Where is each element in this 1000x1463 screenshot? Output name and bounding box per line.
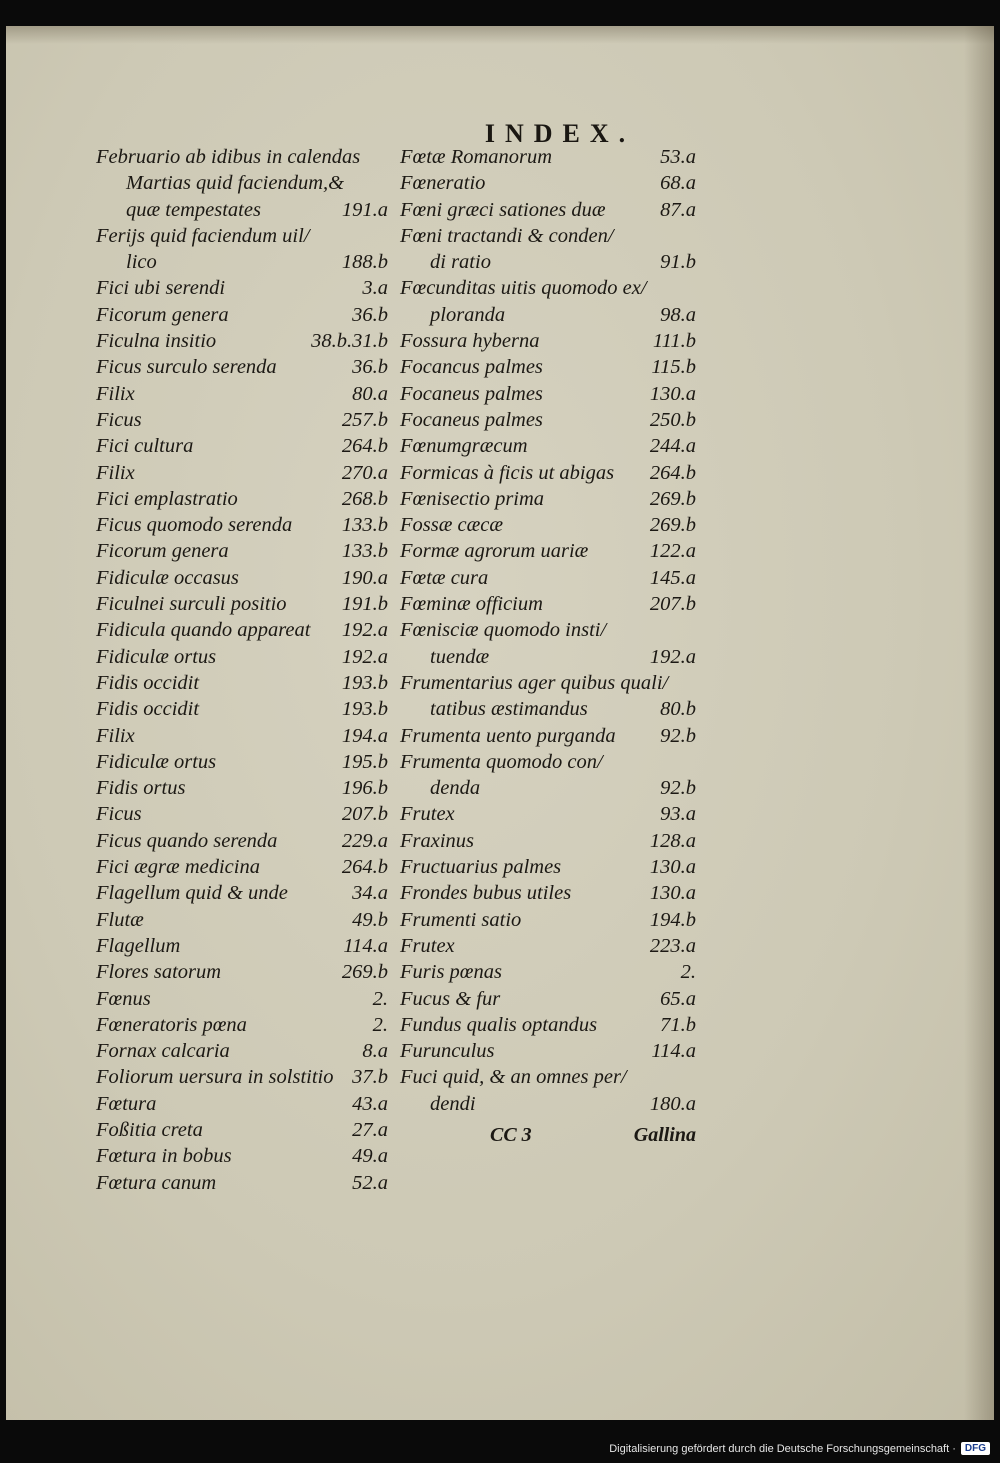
entry-reference: 91.b [660, 251, 696, 274]
entry-reference: 27.a [352, 1118, 388, 1141]
index-entry [400, 170, 696, 196]
entry-text: Fidicula quando appareat [96, 619, 311, 642]
entry-text: Fœminæ officium [400, 593, 543, 616]
entry-text: Fidiculæ ortus [96, 750, 217, 773]
index-entry-continuation [400, 696, 696, 722]
index-entry [400, 801, 696, 827]
entry-reference: 269.b [649, 487, 696, 510]
entry-reference: 3.a [362, 277, 388, 300]
entry-text: Flutæ [96, 908, 144, 931]
entry-reference: 37.b [352, 1066, 388, 1089]
footer-text: Digitalisierung gefördert durch die Deutsche Forschungsgemeinschaft · [609, 1442, 956, 1455]
entry-text: Ficus [96, 408, 142, 431]
entry-reference: 133.b [341, 540, 388, 563]
entry-text: Fœtura in bobus [96, 1145, 232, 1168]
index-entry [96, 933, 388, 959]
entry-reference: 250.b [649, 408, 696, 431]
entry-text: Frondes bubus utiles [400, 882, 572, 905]
entry-text: Ficorum genera [96, 303, 229, 326]
entry-text: denda [430, 777, 481, 800]
entry-text: Frumenta uento purganda [400, 724, 616, 747]
entry-reference: 53.a [660, 146, 696, 168]
entry-text: Ficus quando serenda [96, 829, 278, 852]
index-entry [400, 828, 696, 854]
entry-reference: 195.b [341, 750, 388, 773]
page-shadow-right [964, 26, 994, 1420]
index-entry [400, 1012, 696, 1038]
entry-text: Ficus surculo serenda [96, 356, 277, 379]
entry-reference: 270.a [341, 461, 388, 484]
entry-reference: 43.a [352, 1092, 388, 1115]
entry-text: Fraxinus [400, 829, 475, 852]
entry-text: Filix [96, 382, 135, 405]
index-entry [400, 880, 696, 906]
entry-text: Fœcunditas uitis quomodo ex/ [400, 277, 647, 300]
entry-reference: 264.b [341, 435, 388, 458]
entry-text: Fucus & fur [400, 987, 501, 1010]
index-entry [96, 591, 388, 617]
entry-text: Fœtæ Romanorum [400, 146, 553, 168]
index-entry [96, 880, 388, 906]
entry-reference: 2. [372, 1013, 388, 1036]
index-entry [96, 617, 388, 643]
entry-text: Filix [96, 724, 135, 747]
index-entry-continuation [400, 644, 696, 670]
index-entry-continuation [96, 197, 388, 223]
catchword: Gallina [633, 1124, 696, 1146]
index-entry [96, 1170, 388, 1196]
index-entry-continuation [400, 775, 696, 801]
entry-reference: 194.b [649, 908, 696, 931]
entry-text: Fidis occidit [96, 671, 200, 694]
entry-text: Formæ agrorum uariæ [400, 540, 589, 563]
index-entry [96, 538, 388, 564]
index-entry [400, 670, 696, 696]
entry-text: Formicas à ficis ut abigas [400, 461, 615, 484]
index-entry [96, 328, 388, 354]
entry-reference: 128.a [649, 829, 696, 852]
entry-text: quæ tempestates [126, 198, 261, 221]
entry-text: tatibus æstimandus [430, 698, 588, 721]
entry-reference: 114.a [651, 1040, 696, 1063]
entry-reference: 115.b [651, 356, 696, 379]
entry-reference: 49.a [352, 1145, 388, 1168]
entry-reference: 191.b [341, 593, 388, 616]
index-entry [400, 617, 696, 643]
entry-reference: 130.a [649, 882, 696, 905]
entry-reference: 8.a [362, 1040, 388, 1063]
entry-reference: 114.a [343, 934, 388, 957]
entry-reference: 264.b [341, 856, 388, 879]
index-entry [400, 591, 696, 617]
entry-reference: 130.a [649, 382, 696, 405]
index-entry [96, 486, 388, 512]
entry-text: Februario ab idibus in calendas [96, 146, 361, 168]
entry-text: Flagellum [96, 934, 181, 957]
index-entry [96, 512, 388, 538]
entry-text: Fœnisciæ quomodo insti/ [400, 619, 607, 642]
entry-reference: 65.a [660, 987, 696, 1010]
index-entry [96, 407, 388, 433]
index-entry [96, 381, 388, 407]
index-entry [400, 433, 696, 459]
entry-text: Flores satorum [96, 961, 222, 984]
entry-reference: 192.a [341, 619, 388, 642]
entry-reference: 2. [680, 961, 696, 984]
entry-text: Fœtura canum [96, 1171, 217, 1194]
index-entry [400, 354, 696, 380]
entry-text: Frumenta quomodo con/ [400, 750, 603, 773]
entry-reference: 34.a [352, 882, 388, 905]
entry-text: Martias quid faciendum,& [126, 172, 345, 195]
index-entry [96, 749, 388, 775]
index-entry [96, 828, 388, 854]
entry-reference: 111.b [652, 330, 696, 353]
entry-text: Foliorum uersura in solstitio [96, 1066, 334, 1089]
index-entry [400, 933, 696, 959]
entry-text: Fossæ cæcæ [400, 514, 504, 537]
index-entry [400, 512, 696, 538]
index-entry [96, 223, 388, 249]
entry-text: Filix [96, 461, 135, 484]
entry-text: Fossura hyberna [400, 330, 540, 353]
entry-reference: 268.b [341, 487, 388, 510]
entry-text: Ficus [96, 803, 142, 826]
index-entry [400, 328, 696, 354]
index-entry [400, 460, 696, 486]
index-entry [96, 1064, 388, 1090]
entry-reference: 36.b [352, 303, 388, 326]
entry-text: Flagellum quid & unde [96, 882, 288, 905]
index-entry [400, 854, 696, 880]
entry-reference: 191.a [341, 198, 388, 221]
index-entry [400, 749, 696, 775]
index-entry [96, 644, 388, 670]
index-entry [400, 407, 696, 433]
entry-text: lico [126, 251, 157, 274]
entry-text: Furis pœnas [400, 961, 502, 984]
page-shadow-top [6, 26, 994, 44]
index-entry [96, 986, 388, 1012]
index-entry [96, 1143, 388, 1169]
entry-reference: 98.a [660, 303, 696, 326]
index-entry [96, 144, 388, 170]
index-entry [96, 696, 388, 722]
entry-text: Fici ubi serendi [96, 277, 226, 300]
index-entry [400, 959, 696, 985]
entry-text: Frutex [400, 934, 455, 957]
entry-text: Fœnus [96, 987, 151, 1010]
entry-text: ploranda [430, 303, 506, 326]
entry-text: Fœni græci sationes duæ [400, 198, 606, 221]
entry-text: Focaneus palmes [400, 408, 543, 431]
index-entry [400, 986, 696, 1012]
entry-reference: 92.b [660, 724, 696, 747]
entry-reference: 194.a [341, 724, 388, 747]
entry-reference: 52.a [352, 1171, 388, 1194]
entry-text: Fundus qualis optandus [400, 1013, 598, 1036]
index-entry [400, 723, 696, 749]
index-entry [400, 144, 696, 170]
entry-reference: 71.b [660, 1013, 696, 1036]
entry-reference: 207.b [649, 593, 696, 616]
entry-reference: 180.a [649, 1092, 696, 1115]
page-heading: INDEX. [484, 119, 636, 148]
entry-reference: 244.a [649, 435, 696, 458]
entry-text: Fuci quid, & an omnes per/ [400, 1066, 627, 1089]
index-entry [96, 959, 388, 985]
signature-mark: CC 3 [490, 1124, 532, 1146]
entry-text: Fornax calcaria [96, 1040, 230, 1063]
index-entry-continuation [400, 1091, 696, 1117]
entry-text: Focancus palmes [400, 356, 543, 379]
entry-text: Fœnumgræcum [400, 435, 528, 458]
index-entry [96, 775, 388, 801]
entry-reference: 80.a [352, 382, 388, 405]
index-entry [400, 486, 696, 512]
entry-text: tuendæ [430, 645, 490, 668]
index-entry [96, 854, 388, 880]
index-entry [400, 538, 696, 564]
entry-text: Ficulna insitio [96, 330, 217, 353]
entry-text: Furunculus [400, 1040, 495, 1063]
entry-reference: 92.b [660, 777, 696, 800]
index-entry-continuation [96, 249, 388, 275]
index-entry [400, 907, 696, 933]
entry-text: Fœtæ cura [400, 566, 489, 589]
entry-reference: 193.b [341, 671, 388, 694]
entry-reference: 122.a [649, 540, 696, 563]
entry-text: Ficulnei surculi positio [96, 593, 287, 616]
entry-text: Ficus quomodo serenda [96, 514, 293, 537]
index-entry [96, 907, 388, 933]
entry-reference: 196.b [341, 777, 388, 800]
index-entry [96, 460, 388, 486]
index-entry [96, 801, 388, 827]
entry-reference: 68.a [660, 172, 696, 195]
index-entry [400, 1064, 696, 1090]
index-entry [96, 433, 388, 459]
entry-text: Fidiculæ occasus [96, 566, 239, 589]
entry-reference: 207.b [341, 803, 388, 826]
index-entry [400, 197, 696, 223]
entry-reference: 133.b [341, 514, 388, 537]
entry-reference: 229.a [341, 829, 388, 852]
entry-text: Frutex [400, 803, 455, 826]
entry-reference: 190.a [341, 566, 388, 589]
index-entry [96, 670, 388, 696]
entry-reference: 269.b [649, 514, 696, 537]
entry-reference: 192.a [649, 645, 696, 668]
entry-text: Frumentarius ager quibus quali/ [400, 671, 669, 694]
index-entry [96, 723, 388, 749]
entry-text: Foßitia creta [96, 1118, 203, 1141]
entry-reference: 257.b [341, 408, 388, 431]
index-entry [400, 1038, 696, 1064]
index-entry-continuation [96, 170, 388, 196]
index-entry [96, 1038, 388, 1064]
entry-reference: 2. [372, 987, 388, 1010]
index-column-right [400, 144, 696, 1117]
entry-reference: 193.b [341, 698, 388, 721]
entry-reference: 93.a [660, 803, 696, 826]
entry-reference: 36.b [352, 356, 388, 379]
entry-text: dendi [430, 1092, 476, 1115]
entry-text: Fidis ortus [96, 777, 186, 800]
index-entry [400, 381, 696, 407]
index-entry [96, 1091, 388, 1117]
digitization-footer [609, 1442, 990, 1455]
entry-reference: 145.a [649, 566, 696, 589]
entry-reference: 80.b [660, 698, 696, 721]
index-entry-continuation [400, 302, 696, 328]
catchword-line [490, 1124, 696, 1150]
entry-reference: 223.a [649, 934, 696, 957]
entry-text: Fœneratoris pœna [96, 1013, 247, 1036]
index-column-left [96, 144, 388, 1196]
index-entry [96, 302, 388, 328]
entry-reference: 49.b [352, 908, 388, 931]
entry-text: Fici ægræ medicina [96, 856, 260, 879]
index-entry [96, 1012, 388, 1038]
entry-text: di ratio [430, 251, 491, 274]
dfg-logo-icon: DFG [961, 1442, 990, 1455]
index-entry [400, 565, 696, 591]
entry-text: Ferijs quid faciendum uil/ [96, 224, 310, 247]
entry-text: Fici cultura [96, 435, 194, 458]
entry-text: Fœnisectio prima [400, 487, 545, 510]
entry-text: Fici emplastratio [96, 487, 238, 510]
entry-reference: 188.b [341, 251, 388, 274]
index-entry [400, 275, 696, 301]
entry-reference: 269.b [341, 961, 388, 984]
entry-text: Fructuarius palmes [400, 856, 562, 879]
entry-reference: 130.a [649, 856, 696, 879]
entry-reference: 38.b.31.b [311, 330, 388, 353]
entry-text: Fidis occidit [96, 698, 200, 721]
index-entry [96, 1117, 388, 1143]
entry-text: Fœni tractandi & conden/ [400, 224, 614, 247]
entry-reference: 264.b [649, 461, 696, 484]
index-entry [96, 354, 388, 380]
entry-text: Fœtura [96, 1092, 157, 1115]
index-entry [96, 565, 388, 591]
index-entry-continuation [400, 249, 696, 275]
entry-text: Ficorum genera [96, 540, 229, 563]
index-entry [400, 223, 696, 249]
entry-reference: 87.a [660, 198, 696, 221]
entry-text: Focaneus palmes [400, 382, 543, 405]
index-entry [96, 275, 388, 301]
entry-text: Fœneratio [400, 172, 486, 195]
entry-reference: 192.a [341, 645, 388, 668]
entry-text: Fidiculæ ortus [96, 645, 217, 668]
entry-text: Frumenti satio [400, 908, 522, 931]
